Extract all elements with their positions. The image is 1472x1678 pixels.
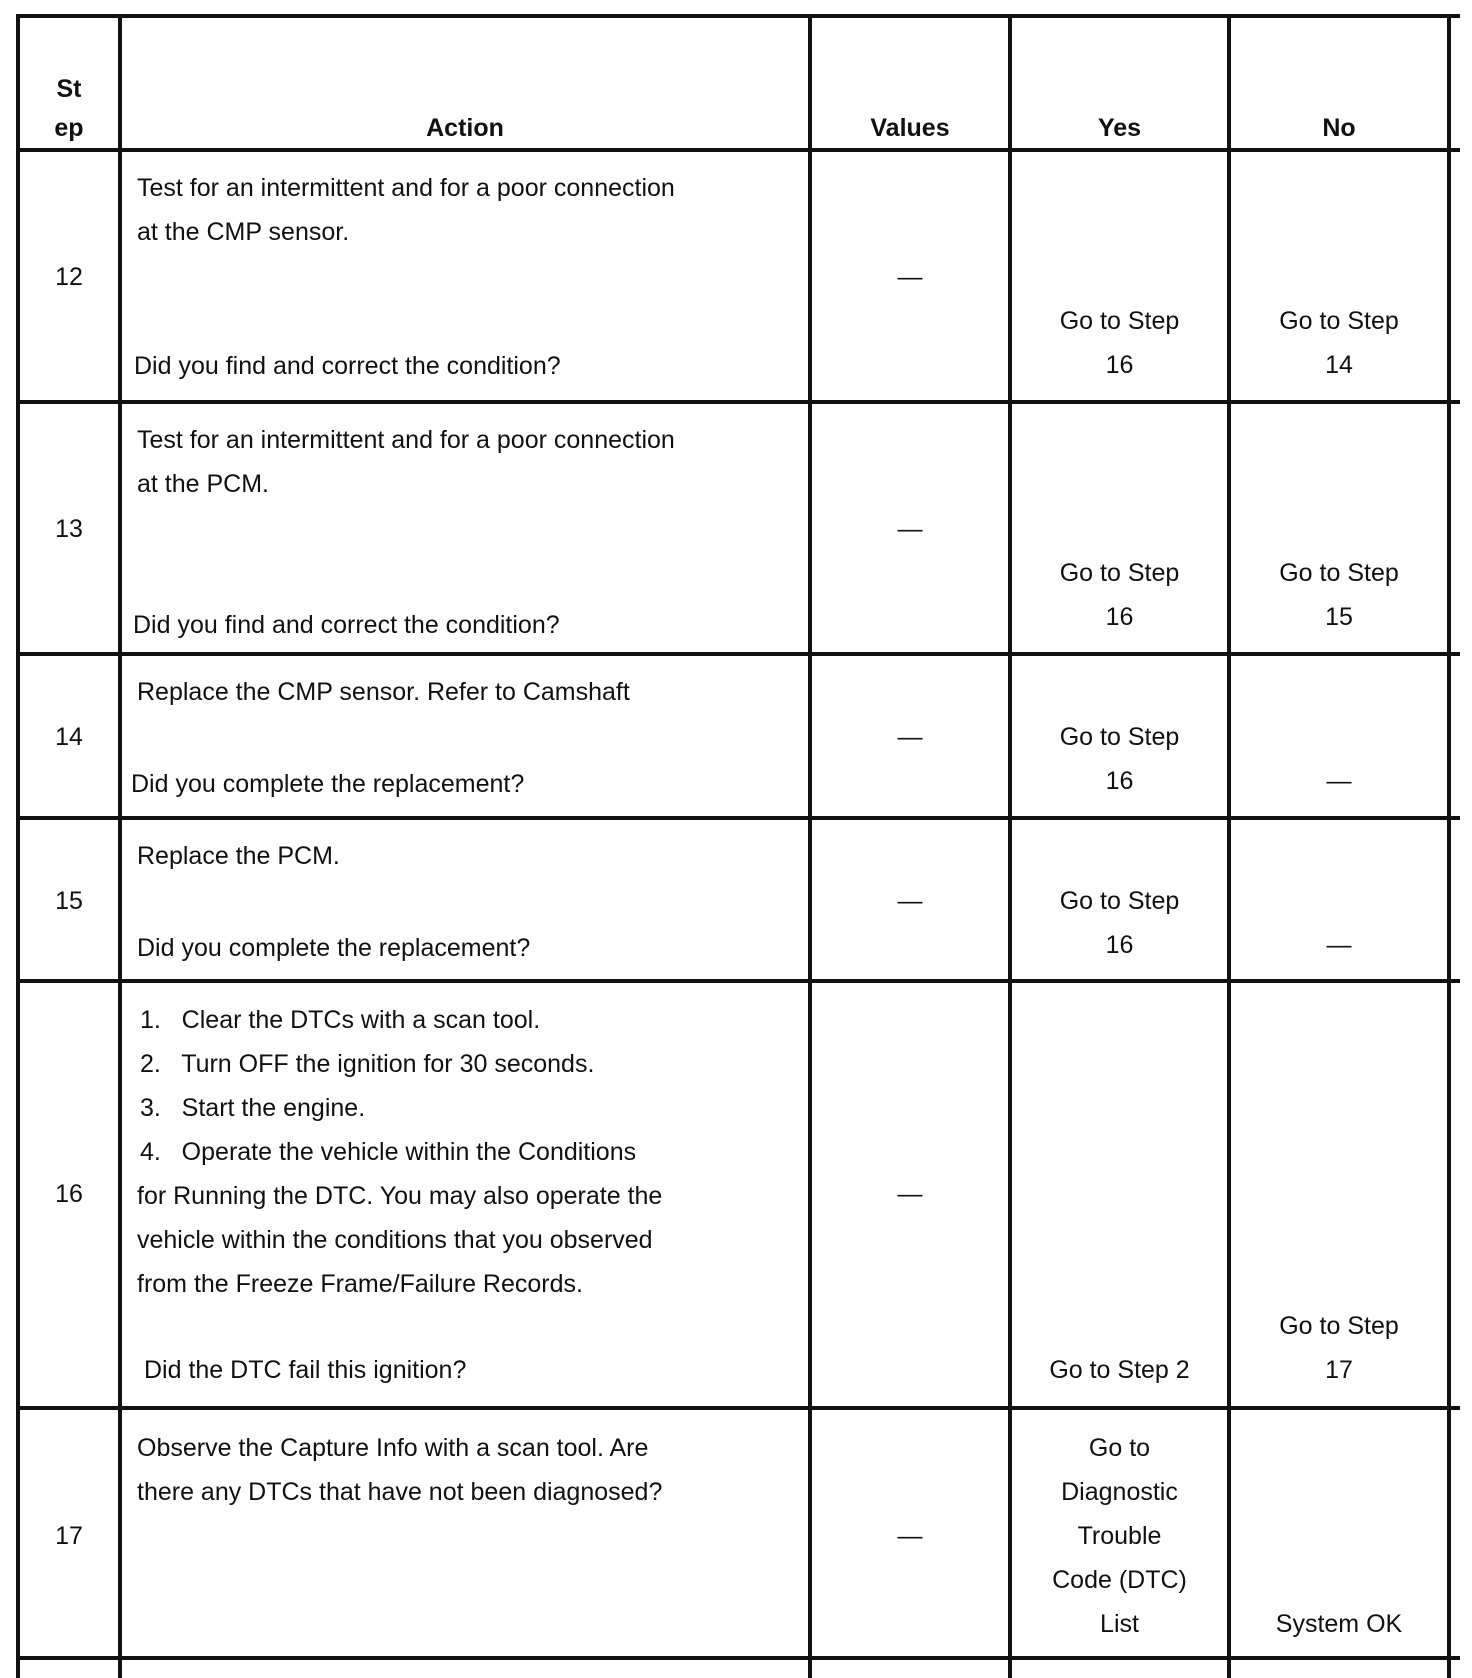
yes-cell: 16	[1105, 767, 1134, 795]
header-step: ep	[54, 114, 84, 142]
column-border	[1227, 14, 1231, 1678]
yes-cell: Go to Step	[1059, 723, 1180, 751]
header-step: St	[56, 75, 82, 103]
values-cell: —	[897, 723, 923, 751]
action-text: at the PCM.	[137, 470, 269, 498]
action-question: Did you find and correct the condition?	[133, 611, 560, 639]
header-yes: Yes	[1097, 114, 1142, 142]
step-number: 12	[55, 263, 83, 291]
values-cell: —	[897, 263, 923, 291]
no-cell: 14	[1325, 351, 1353, 379]
yes-cell: List	[1100, 1610, 1139, 1638]
yes-cell: Go to Step	[1059, 887, 1180, 915]
action-question: Did you find and correct the condition?	[134, 352, 561, 380]
yes-cell: Trouble	[1077, 1522, 1162, 1550]
yes-cell: 16	[1105, 603, 1134, 631]
action-list-item: 1. Clear the DTCs with a scan tool.	[140, 1006, 541, 1034]
header-no: No	[1322, 114, 1356, 142]
action-list-item: 4. Operate the vehicle within the Conditions	[140, 1138, 637, 1166]
yes-cell: Go to Step	[1059, 559, 1180, 587]
step-number: 14	[55, 723, 83, 751]
values-cell: —	[897, 1180, 923, 1208]
table-bottom-border	[16, 1656, 1460, 1660]
values-cell: —	[897, 515, 923, 543]
table-top-border	[16, 14, 1460, 18]
no-cell: —	[1326, 767, 1352, 795]
action-question: Did you complete the replacement?	[137, 934, 531, 962]
yes-cell: 16	[1105, 931, 1134, 959]
action-text: there any DTCs that have not been diagnosed?	[137, 1478, 663, 1506]
action-list-item: 3. Start the engine.	[140, 1094, 366, 1122]
no-cell: Go to Step	[1279, 307, 1399, 335]
yes-cell: 16	[1105, 351, 1134, 379]
step-number: 17	[55, 1522, 83, 1550]
action-text: Test for an intermittent and for a poor connection	[137, 174, 675, 202]
no-cell: 15	[1325, 603, 1353, 631]
action-text: Replace the PCM.	[137, 842, 340, 870]
action-text: at the CMP sensor.	[137, 218, 350, 246]
values-cell: —	[897, 887, 923, 915]
action-text: for Running the DTC. You may also operate the	[137, 1182, 663, 1210]
action-text: from the Freeze Frame/Failure Records.	[137, 1270, 583, 1298]
action-text: Observe the Capture Info with a scan tool. Are	[137, 1434, 649, 1462]
yes-cell: Go to Step 2	[1049, 1356, 1190, 1384]
action-text: Replace the CMP sensor. Refer to Camshaft	[137, 678, 630, 706]
action-text: Test for an intermittent and for a poor connection	[137, 426, 675, 454]
row-border	[16, 1406, 1460, 1410]
yes-cell: Code (DTC)	[1052, 1566, 1187, 1594]
row-border	[16, 400, 1460, 404]
yes-cell: Diagnostic	[1061, 1478, 1178, 1506]
action-list-item: 2. Turn OFF the ignition for 30 seconds.	[140, 1050, 595, 1078]
header-values: Values	[870, 114, 950, 142]
column-border	[118, 14, 122, 1678]
action-question: Did you complete the replacement?	[131, 770, 525, 798]
yes-cell: Go to Step	[1059, 307, 1180, 335]
step-number: 16	[55, 1180, 83, 1208]
no-cell: Go to Step	[1279, 1312, 1399, 1340]
no-cell: —	[1326, 931, 1352, 959]
values-cell: —	[897, 1522, 923, 1550]
no-cell: 17	[1325, 1356, 1353, 1384]
step-number: 15	[55, 887, 83, 915]
yes-cell: Go to	[1088, 1434, 1151, 1462]
action-question: Did the DTC fail this ignition?	[144, 1356, 467, 1384]
header-action: Action	[426, 114, 504, 142]
action-text: vehicle within the conditions that you observed	[137, 1226, 653, 1254]
row-border	[16, 652, 1460, 656]
no-cell: System OK	[1275, 1610, 1403, 1638]
no-cell: Go to Step	[1279, 559, 1399, 587]
step-number: 13	[55, 515, 83, 543]
row-border	[16, 816, 1460, 820]
row-border	[16, 979, 1460, 983]
column-border	[1447, 14, 1451, 1678]
